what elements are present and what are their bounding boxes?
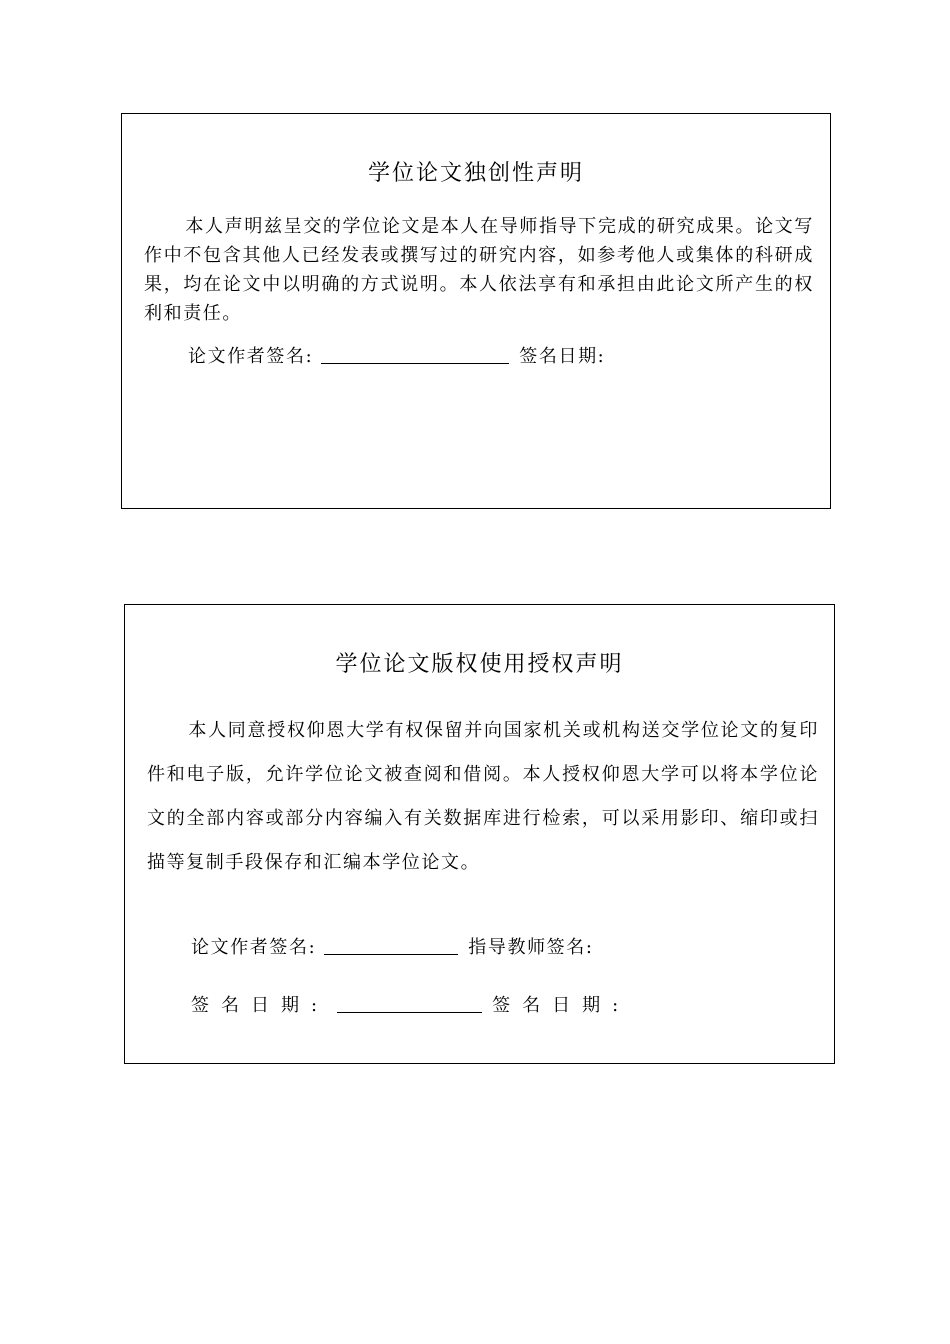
originality-body: 本人声明兹呈交的学位论文是本人在导师指导下完成的研究成果。论文写作中不包含其他人已经发表或撰写过的研究内容，如参考他人或集体的科研成果，均在论文中以明确的方式说明。本人依法享有和承担由此论文所产生的权利和责任。 [144, 216, 814, 324]
originality-title: 学位论文独创性声明 [367, 161, 584, 186]
signature-date-label: 签名日期: [519, 346, 606, 367]
author-signature-field[interactable] [324, 953, 458, 955]
copyright-signature-row [191, 933, 594, 959]
copyright-title: 学位论文版权使用授权声明 [335, 652, 624, 677]
author-date-field[interactable] [337, 1011, 482, 1013]
copyright-body: 本人同意授权仰恩大学有权保留并向国家机关或机构送交学位论文的复印件和电子版，允许学位论文被查阅和借阅。本人授权仰恩大学可以将本学位论文的全部内容或部分内容编入有关数据库进行检索，可以采用影印、缩印或扫描等复制手段保存和汇编本学位论文。 [147, 720, 819, 873]
copyright-date-row [191, 991, 630, 1017]
originality-signature-row [188, 342, 605, 368]
originality-declaration-box [121, 113, 831, 509]
author-date-label: 签名日期: [191, 995, 330, 1016]
copyright-declaration-box [124, 604, 835, 1064]
author-signature-field[interactable] [321, 362, 509, 364]
author-signature-label: 论文作者签名: [191, 937, 317, 958]
author-signature-label: 论文作者签名: [188, 346, 314, 367]
advisor-signature-label: 指导教师签名: [468, 937, 594, 958]
advisor-date-label: 签名日期: [492, 995, 631, 1016]
